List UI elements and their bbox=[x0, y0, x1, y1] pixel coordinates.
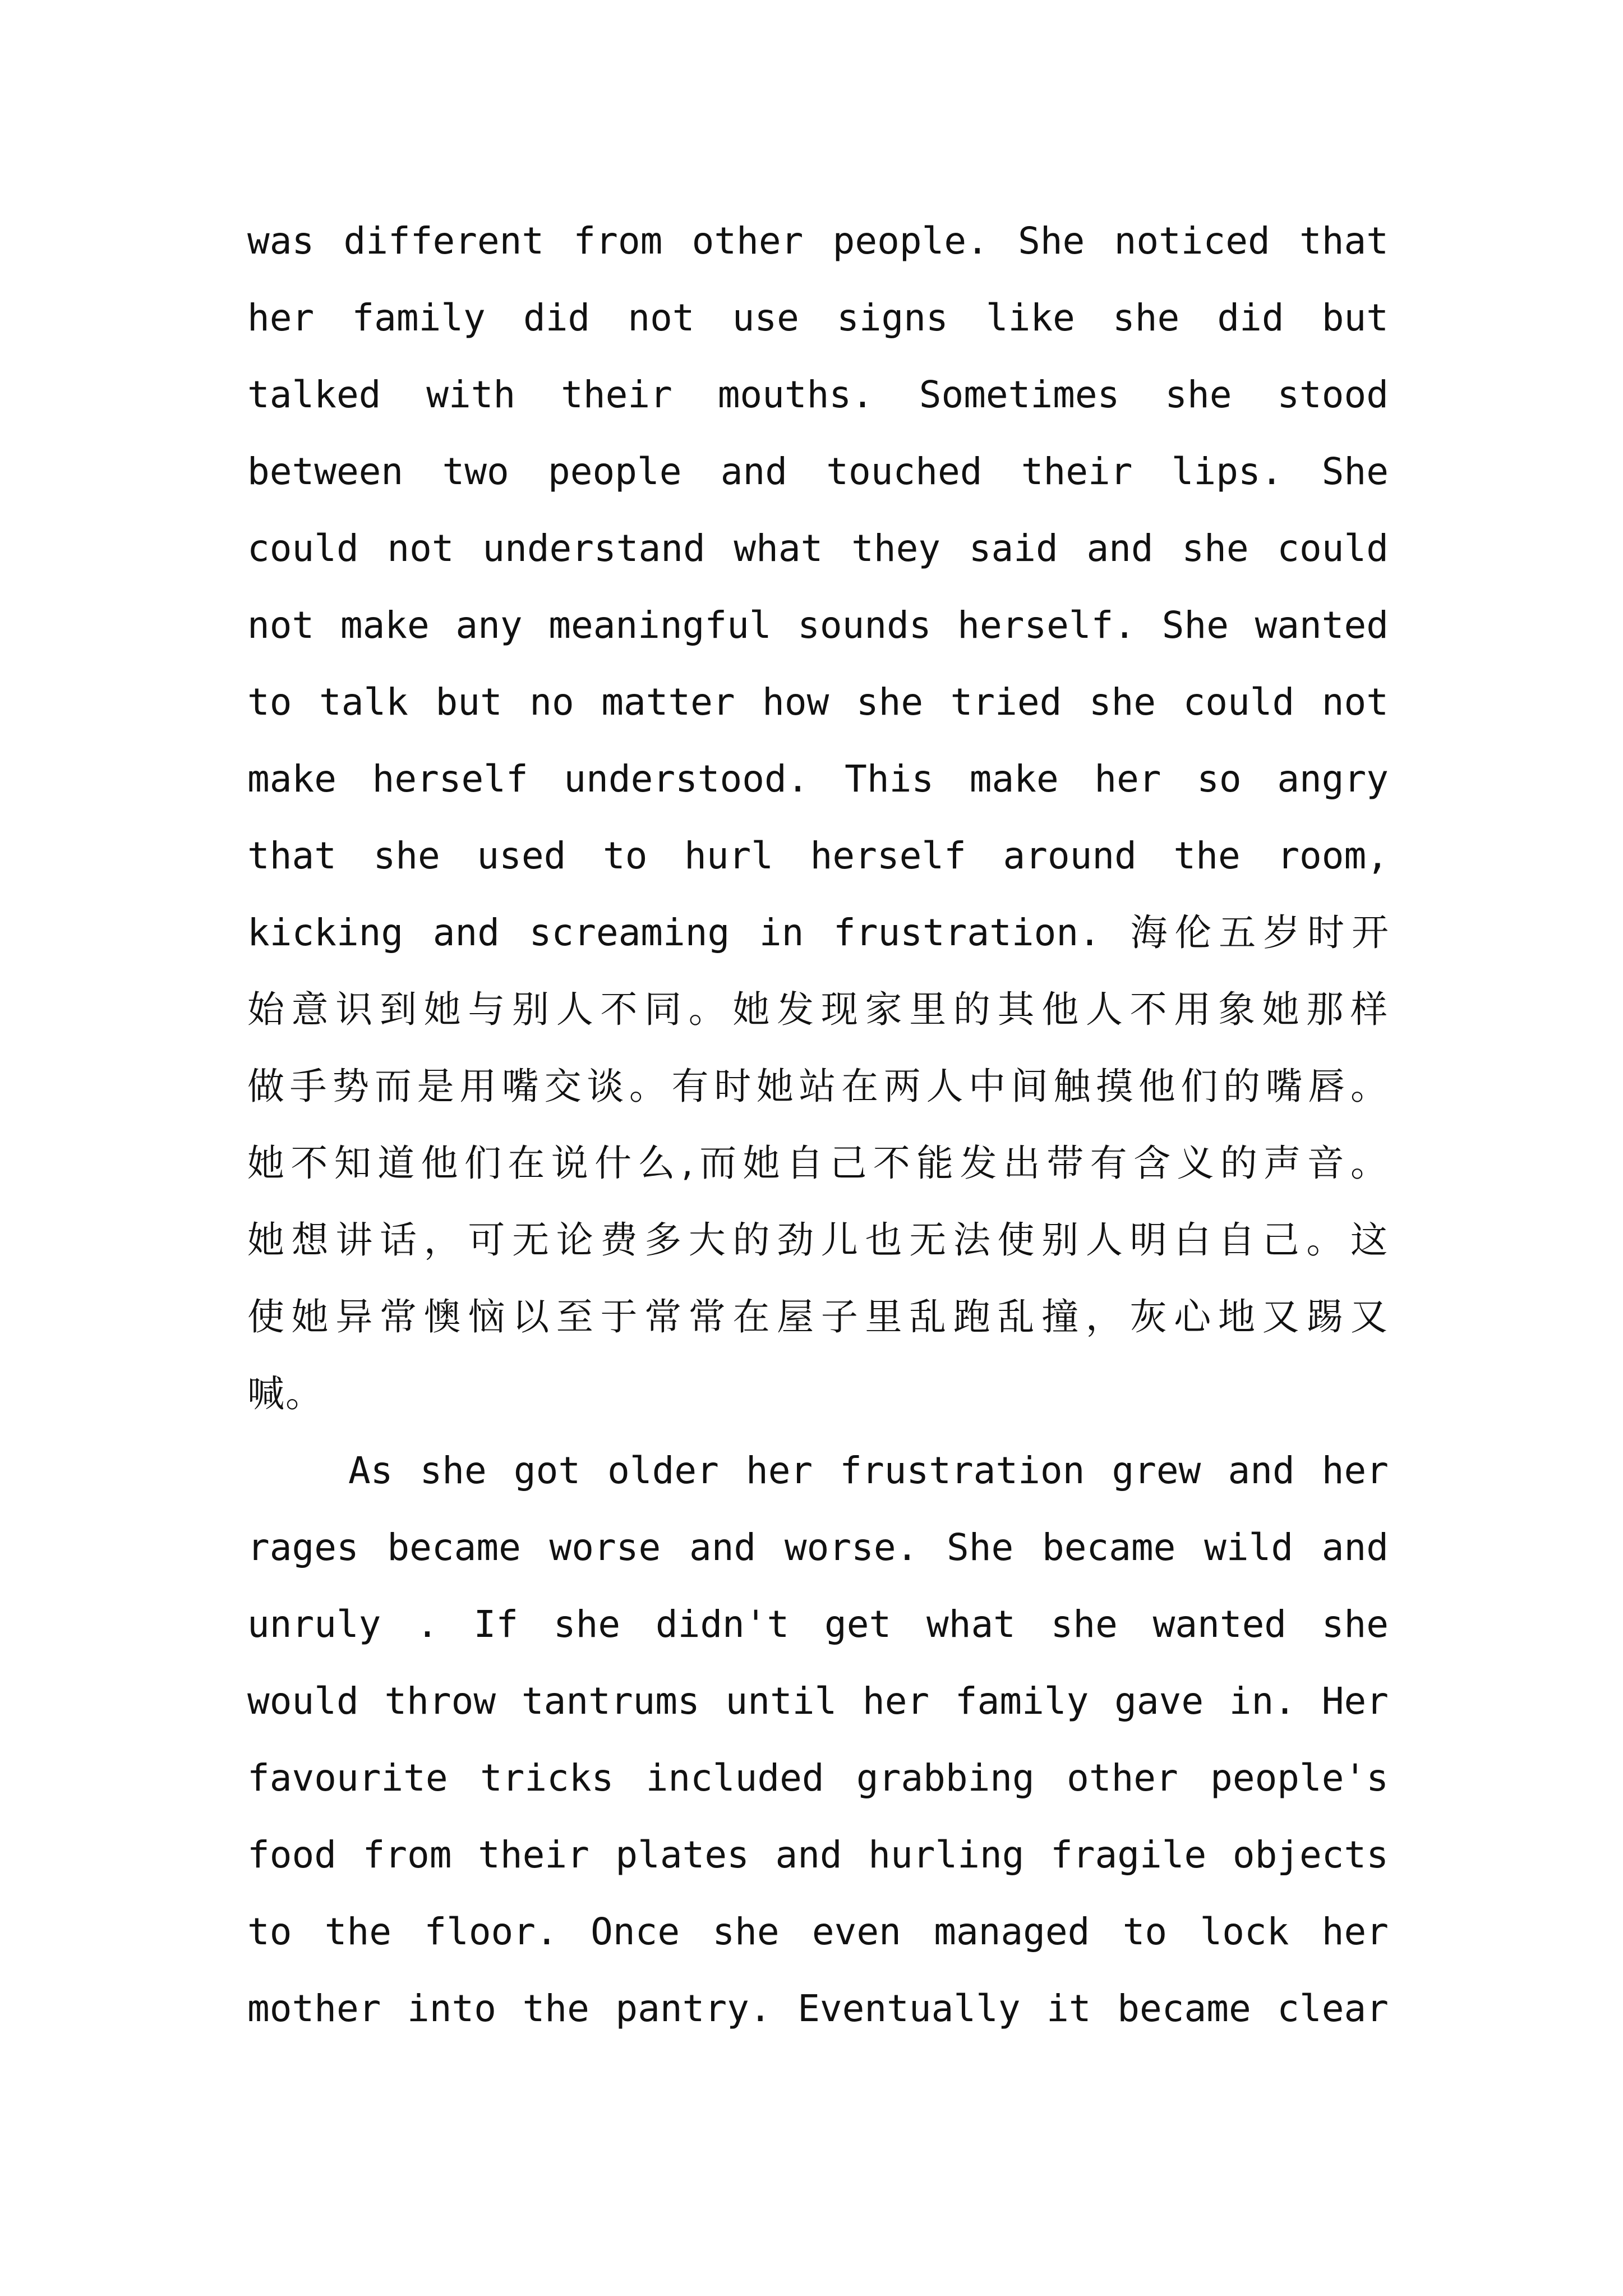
text-line: 她不知道他们在说什么,而她自己不能发出带有含义的声音。 bbox=[247, 1142, 1389, 1185]
text-line: kicking and screaming in frustration. 海伦五岁时开 bbox=[247, 911, 1389, 954]
text-line: that she used to hurl herself around the room, bbox=[247, 834, 1389, 877]
text-line: to talk but no matter how she tried she could not bbox=[247, 680, 1389, 724]
text-line: 她想讲话，可无论费多大的劲儿也无法使别人明白自己。这 bbox=[247, 1218, 1389, 1262]
text-line: 喊。 bbox=[247, 1372, 324, 1415]
text-line: 做手势而是用嘴交谈。有时她站在两人中间触摸他们的嘴唇。 bbox=[247, 1065, 1389, 1108]
text-line: not make any meaningful sounds herself. She wanted bbox=[247, 604, 1389, 647]
text-line: mother into the pantry. Eventually it became clear bbox=[247, 1987, 1389, 2030]
text-line: to the floor. Once she even managed to lock her bbox=[247, 1910, 1389, 1953]
text-line: favourite tricks included grabbing other people's bbox=[247, 1756, 1389, 1800]
text-line: talked with their mouths. Sometimes she stood bbox=[247, 373, 1389, 416]
text-line: food from their plates and hurling fragile objects bbox=[247, 1833, 1389, 1876]
text-line: between two people and touched their lips. She bbox=[247, 450, 1389, 493]
text-line: rages became worse and worse. She became wild and bbox=[247, 1526, 1389, 1569]
text-line: make herself understood. This make her so angry bbox=[247, 757, 1389, 800]
text-line: could not understand what they said and she could bbox=[247, 527, 1389, 570]
text-line: 使她异常懊恼以至于常常在屋子里乱跑乱撞，灰心地又踢又 bbox=[247, 1295, 1389, 1338]
text-line: her family did not use signs like she did but bbox=[247, 296, 1389, 339]
text-line: would throw tantrums until her family gave in. Her bbox=[247, 1680, 1389, 1723]
text-line: was different from other people. She noticed that bbox=[247, 219, 1389, 263]
text-line: 始意识到她与别人不同。她发现家里的其他人不用象她那样 bbox=[247, 988, 1389, 1031]
text-line: As she got older her frustration grew and her bbox=[348, 1449, 1389, 1492]
text-line: unruly . If she didn't get what she wanted she bbox=[247, 1603, 1389, 1646]
